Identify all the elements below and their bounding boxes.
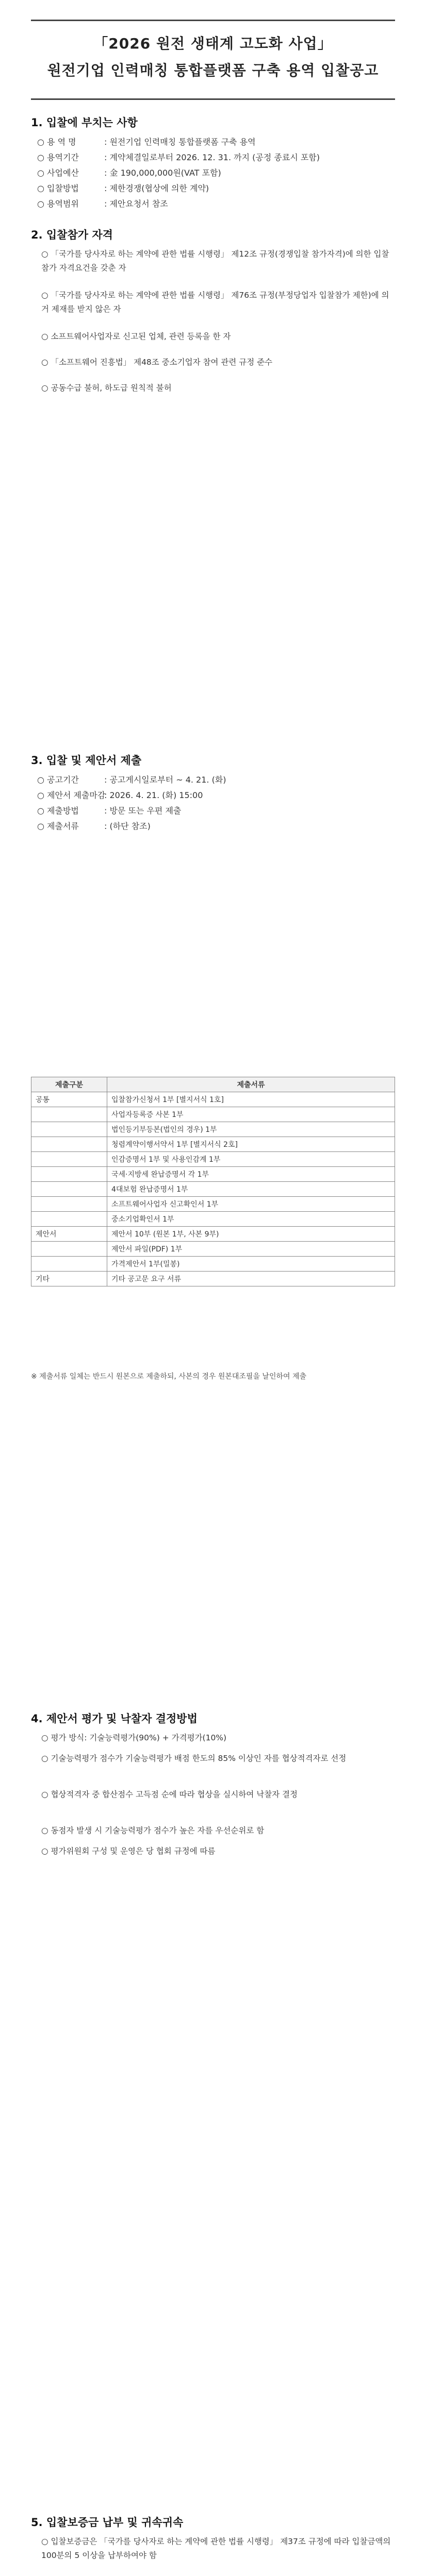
- table-row: 청렴계약이행서약서 1부 [별지서식 2호]: [31, 1137, 395, 1152]
- title-line-1: 「2026 원전 생태계 고도화 사업」: [93, 35, 333, 52]
- section-5-heading: 5. 입찰보증금 납부 및 귀속귀속: [31, 2516, 184, 2529]
- table-row: 제안서 제안서 10부 (원본 1부, 사본 9부): [31, 1227, 395, 1242]
- s1-item: ○ 입찰방법 : 제한경쟁(협상에 의한 계약): [37, 183, 209, 193]
- table-row: 중소기업확인서 1부: [31, 1212, 395, 1227]
- s2-paragraph: ○ 공동수급 불허, 하도급 원칙적 불허: [41, 383, 172, 393]
- table-header: 제출구분: [31, 1077, 107, 1092]
- s2-paragraph: ○ 소프트웨어사업자로 신고된 업체, 관련 등록을 한 자: [41, 332, 231, 341]
- s4-paragraph: ○ 평가 방식: 기술능력평가(90%) + 가격평가(10%): [41, 1733, 227, 1742]
- table-row: 기타 기타 공고문 요구 서류: [31, 1272, 395, 1286]
- table-row: 4대보험 완납증명서 1부: [31, 1182, 395, 1197]
- submission-table: [31, 1077, 395, 1286]
- s3-item: ○ 제출서류 : (하단 참조): [37, 821, 151, 831]
- s3-item: ○ 제출방법 : 방문 또는 우편 제출: [37, 806, 182, 816]
- s5-paragraph: ○ 입찰보증금은 「국가를 당사자로 하는 계약에 관한 법률 시행령」 제37조 규정에 따라 입찰금액의 100분의 5 이상을 납부하여야 함: [41, 2537, 391, 2560]
- s2-paragraph: ○ 「국가를 당사자로 하는 계약에 관한 법률 시행령」 제76조 규정(부정당업자 입찰참가 제한)에 의거 제재를 받지 않은 자: [41, 291, 389, 314]
- section-1-heading: 1. 입찰에 부치는 사항: [31, 116, 138, 129]
- table-row: 제안서 파일(PDF) 1부: [31, 1242, 395, 1257]
- section-4-heading: 4. 제안서 평가 및 낙찰자 결정방법: [31, 1713, 198, 1725]
- s4-paragraph: ○ 평가위원회 구성 및 운영은 당 협회 규정에 따름: [41, 1846, 216, 1856]
- s4-paragraph: ○ 협상적격자 중 합산점수 고득점 순에 따라 협상을 실시하여 낙찰자 결정: [41, 1790, 298, 1799]
- s4-paragraph: ○ 기술능력평가 점수가 기술능력평가 배점 한도의 85% 이상인 자를 협상적격자로 선정: [41, 1754, 347, 1763]
- table-row: 공통 입찰참가신청서 1부 [별지서식 1호]: [31, 1092, 395, 1107]
- title-box: [31, 20, 395, 100]
- table-row: 사업자등록증 사본 1부: [31, 1107, 395, 1122]
- title-line-2: 원전기업 인력매칭 통합플랫폼 구축 용역 입찰공고: [47, 62, 379, 79]
- s1-item: ○ 용역범위 : 제안요청서 참조: [37, 199, 168, 209]
- s1-item: ○ 용역기간 : 계약체결일로부터 2026. 12. 31. 까지 (공정 종료시 포함): [37, 152, 320, 162]
- section-3-heading: 3. 입찰 및 제안서 제출: [31, 754, 142, 767]
- table-note: ※ 제출서류 일체는 반드시 원본으로 제출하되, 사본의 경우 원본대조필을 날인하여 제출: [31, 1372, 307, 1381]
- s3-item: ○ 공고기간 : 공고게시일로부터 ~ 4. 21. (화): [37, 775, 226, 785]
- s2-paragraph: ○ 「소프트웨어 진흥법」 제48조 중소기업자 참여 관련 규정 준수: [41, 358, 273, 367]
- s1-item: ○ 사업예산 : 金 190,000,000원(VAT 포함): [37, 168, 221, 178]
- table-row: 가격제안서 1부(밀봉): [31, 1257, 395, 1272]
- s4-paragraph: ○ 동점자 발생 시 기술능력평가 점수가 높은 자를 우선순위로 함: [41, 1826, 265, 1835]
- s3-item: ○ 제안서 제출마감: 2026. 4. 21. (화) 15:00: [37, 790, 203, 800]
- table-row: 국세·지방세 완납증명서 각 1부: [31, 1167, 395, 1182]
- table-row: 소프트웨어사업자 신고확인서 1부: [31, 1197, 395, 1212]
- s1-item: ○ 용 역 명 : 원전기업 인력매칭 통합플랫폼 구축 용역: [37, 137, 256, 147]
- table-row: 법인등기부등본(법인의 경우) 1부: [31, 1122, 395, 1137]
- section-2-heading: 2. 입찰참가 자격: [31, 229, 113, 241]
- table-row: 인감증명서 1부 및 사용인감계 1부: [31, 1152, 395, 1167]
- table-header: 제출서류: [107, 1077, 395, 1092]
- s2-paragraph: ○ 「국가를 당사자로 하는 계약에 관한 법률 시행령」 제12조 규정(경쟁입찰 참가자격)에 의한 입찰참가 자격요건을 갖춘 자: [41, 249, 389, 273]
